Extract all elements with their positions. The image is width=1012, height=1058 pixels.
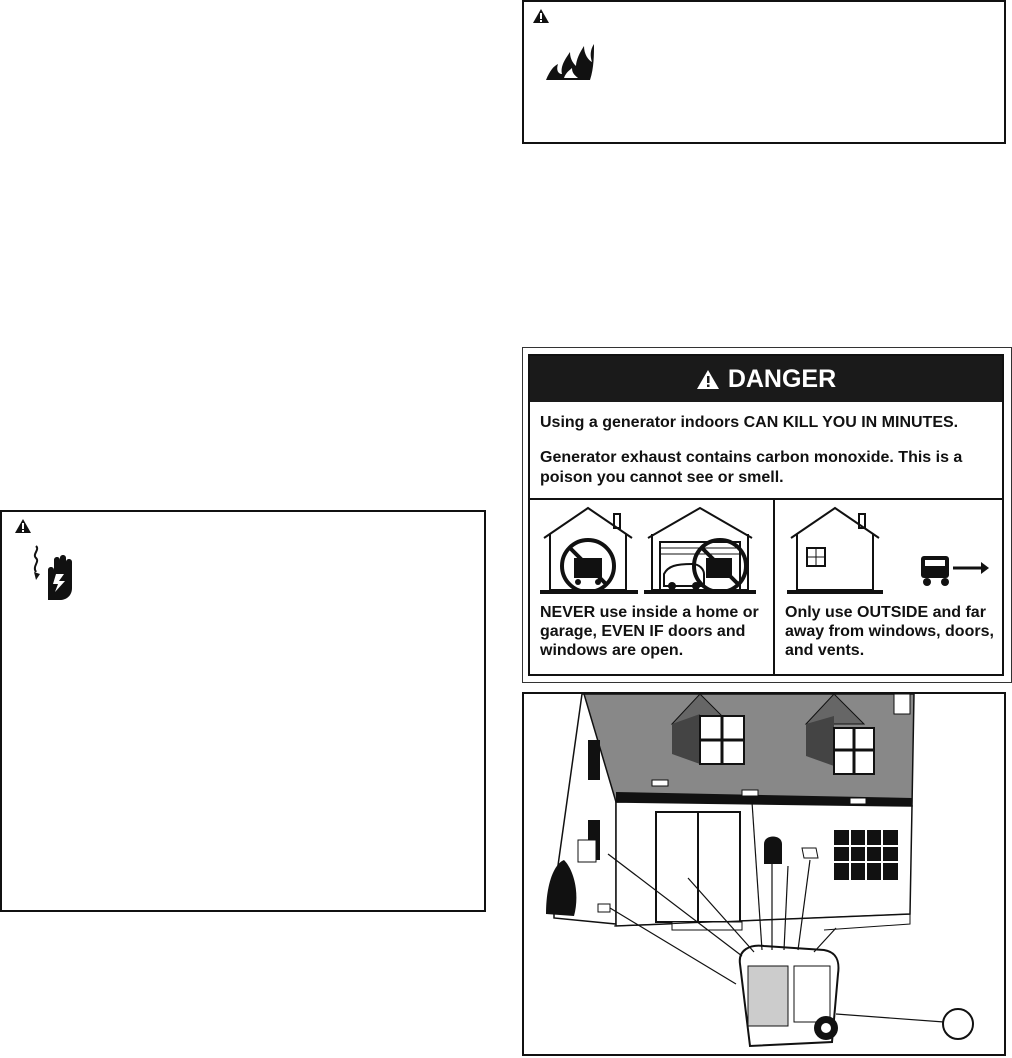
danger-line-1: Using a generator indoors CAN KILL YOU IN MINUTES.: [540, 414, 959, 431]
garage-no-generator-icon: [644, 504, 756, 596]
danger-heading: DANGER: [727, 364, 837, 393]
fire-warning-box: [522, 0, 1006, 144]
warning-triangle-icon: [14, 518, 32, 534]
house-no-generator-icon: [540, 504, 638, 596]
danger-line-2: Generator exhaust contains carbon monoxide. This is a poison you cannot see or smell.: [540, 449, 963, 486]
never-indoors-text: NEVER use inside a home or garage, EVEN IF doors and windows are open.: [540, 604, 759, 659]
use-outside-panel: [775, 500, 1002, 674]
danger-header: [530, 356, 1002, 402]
generator-drawing: [740, 946, 839, 1046]
danger-message: [530, 402, 1002, 500]
house-outside-icon: [787, 504, 883, 596]
warning-triangle-icon: [532, 8, 550, 24]
electric-shock-hand-icon: [26, 544, 82, 602]
use-outside-text: Only use OUTSIDE and far away from windows, doors, and vents.: [785, 604, 994, 659]
danger-label: [528, 354, 1004, 676]
shock-warning-box: [0, 510, 486, 912]
never-indoors-panel: [530, 500, 775, 674]
callout-circle: [943, 1009, 973, 1039]
house-with-generator-drawing: [524, 694, 1004, 1054]
fire-icon: [544, 40, 596, 82]
warning-triangle-icon: [696, 369, 720, 390]
generator-placement-illustration: [522, 692, 1006, 1056]
generator-move-away-icon: [919, 552, 991, 588]
